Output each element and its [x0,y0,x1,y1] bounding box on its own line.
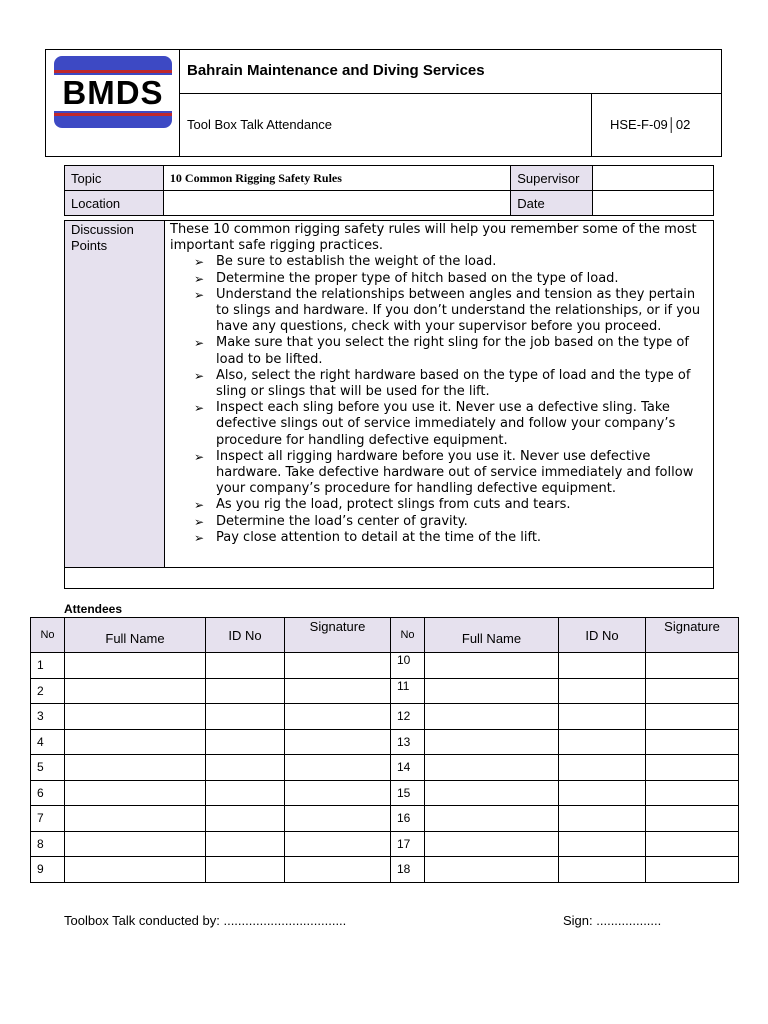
discussion-label: Discussion Points [71,222,134,253]
id-no-field[interactable] [559,729,646,755]
header-full-name: Full Name [65,618,206,653]
full-name-field[interactable] [425,653,559,679]
conducted-by-line[interactable]: Toolbox Talk conducted by: .................................. [64,913,347,928]
row-number: 10 [391,653,425,679]
arrow-bullet-icon: ➢ [194,287,205,302]
location-field[interactable] [163,191,510,216]
attendance-row [31,653,739,679]
full-name-field[interactable] [65,806,206,832]
attendance-table [30,617,739,883]
signature-field[interactable] [646,678,739,704]
row-number: 8 [31,831,65,857]
id-no-field[interactable] [206,729,285,755]
full-name-field[interactable] [425,755,559,781]
attendance-row [31,704,739,730]
row-number: 15 [391,780,425,806]
discussion-point-text: As you rig the load, protect slings from cuts and tears. [216,497,571,513]
arrow-bullet-icon: ➢ [194,514,205,529]
arrow-bullet-icon: ➢ [194,368,205,383]
row-number: 1 [31,653,65,679]
arrow-bullet-icon: ➢ [194,255,205,270]
arrow-bullet-icon: ➢ [194,271,205,286]
logo-stripe [54,113,172,116]
header-signature: Signature [285,618,391,653]
attendance-header-row [31,618,739,653]
discussion-point-text: Determine the proper type of hitch based on the type of load. [216,270,619,286]
topic-label: Topic [65,166,164,191]
id-no-field[interactable] [206,653,285,679]
arrow-bullet-icon: ➢ [194,498,205,513]
id-no-field[interactable] [559,831,646,857]
full-name-field[interactable] [425,678,559,704]
full-name-field[interactable] [425,729,559,755]
company-logo [54,56,172,128]
signature-field[interactable] [285,704,391,730]
row-number: 13 [391,729,425,755]
arrow-bullet-icon: ➢ [194,530,205,545]
form-title: Tool Box Talk Attendance [187,117,333,132]
signature-field[interactable] [646,729,739,755]
location-label: Location [65,191,164,216]
full-name-field[interactable] [65,704,206,730]
attendance-row [31,831,739,857]
form-code-cell [591,93,721,156]
header-id-no: ID No [206,618,285,653]
signature-field[interactable] [646,755,739,781]
topic-value[interactable]: 10 Common Rigging Safety Rules [163,166,510,191]
form-code: HSE-F-09│02 [610,117,691,132]
discussion-point [170,400,708,449]
discussion-point [170,254,708,270]
arrow-bullet-icon: ➢ [194,336,205,351]
discussion-point [170,368,708,400]
discussion-point-text: Inspect each sling before you use it. Never use a defective sling. Take defective slings out of service immediately and follow your company’s procedure for handling defective equipment. [216,400,676,448]
row-number: 5 [31,755,65,781]
id-no-field[interactable] [206,755,285,781]
row-number: 6 [31,780,65,806]
discussion-point-text: Also, select the right hardware based on the type of load and the type of sling or slings that will be used for the lift. [216,367,691,400]
discussion-point [170,530,708,546]
attendance-row [31,857,739,883]
signature-field[interactable] [646,704,739,730]
row-number: 9 [31,857,65,883]
signature-field[interactable] [285,729,391,755]
logo-cell [46,50,180,156]
full-name-field[interactable] [65,755,206,781]
discussion-point [170,287,708,336]
id-no-field[interactable] [559,653,646,679]
id-no-field[interactable] [206,857,285,883]
id-no-field[interactable] [559,678,646,704]
date-field[interactable] [593,191,714,216]
row-number: 14 [391,755,425,781]
header-signature: Signature [646,618,739,653]
signature-field[interactable] [646,857,739,883]
signature-field[interactable] [285,831,391,857]
id-no-field[interactable] [559,857,646,883]
id-no-field[interactable] [559,704,646,730]
attendance-row [31,780,739,806]
discussion-body [170,222,708,546]
header-id-no: ID No [559,618,646,653]
attendance-row [31,806,739,832]
date-label: Date [511,191,593,216]
discussion-point-text: Inspect all rigging hardware before you use it. Never use defective hardware. Take defective hardware out of service immediately and follow your company’s procedure for handling defective equipment. [216,448,694,497]
discussion-point-text: Determine the load’s center of gravity. [216,513,468,529]
id-no-field[interactable] [206,806,285,832]
id-no-field[interactable] [559,755,646,781]
discussion-label-cell [65,221,165,567]
full-name-field[interactable] [65,729,206,755]
sign-line[interactable]: Sign: .................. [563,913,662,928]
full-name-field[interactable] [65,857,206,883]
signature-field[interactable] [646,780,739,806]
full-name-field[interactable] [425,831,559,857]
attendees-label: Attendees [64,602,123,616]
id-no-field[interactable] [206,780,285,806]
discussion-intro: These 10 common rigging safety rules will help you remember some of the most important safe rigging practices. [170,222,697,254]
discussion-blank-row [64,568,714,589]
full-name-field[interactable] [425,780,559,806]
full-name-field[interactable] [65,831,206,857]
header-no: No [31,618,65,653]
company-name: Bahrain Maintenance and Diving Services [187,62,485,79]
full-name-field[interactable] [65,780,206,806]
header-no: No [391,618,425,653]
signature-field[interactable] [646,806,739,832]
full-name-field[interactable] [425,806,559,832]
signature-field[interactable] [646,653,739,679]
full-name-field[interactable] [425,857,559,883]
attendance-row [31,678,739,704]
supervisor-label: Supervisor [511,166,593,191]
row-number: 4 [31,729,65,755]
discussion-point-text: Make sure that you select the right sling for the job based on the type of load to be lifted. [216,335,689,367]
id-no-field[interactable] [206,831,285,857]
arrow-bullet-icon: ➢ [194,401,205,416]
row-number: 11 [391,678,425,704]
discussion-point [170,514,708,530]
logo-stripe [54,70,172,73]
discussion-section [64,220,714,568]
arrow-bullet-icon: ➢ [194,449,205,464]
supervisor-field[interactable] [593,166,714,191]
discussion-point-text: Pay close attention to detail at the time of the lift. [216,529,542,545]
row-number: 3 [31,704,65,730]
discussion-point [170,335,708,367]
signature-field[interactable] [285,653,391,679]
id-no-field[interactable] [206,704,285,730]
discussion-points-list [170,254,708,546]
row-number: 17 [391,831,425,857]
company-cell [179,50,721,94]
discussion-point-text: Be sure to establish the weight of the load. [216,254,497,270]
row-number: 12 [391,704,425,730]
signature-field[interactable] [285,857,391,883]
row-number: 18 [391,857,425,883]
attendance-row [31,755,739,781]
topic-table [64,165,714,216]
document-header [45,49,722,157]
row-number: 16 [391,806,425,832]
header-full-name: Full Name [425,618,559,653]
attendance-row [31,729,739,755]
discussion-point [170,497,708,513]
full-name-field[interactable] [65,653,206,679]
full-name-field[interactable] [65,678,206,704]
row-number: 2 [31,678,65,704]
discussion-point [170,449,708,498]
full-name-field[interactable] [425,704,559,730]
signature-field[interactable] [285,806,391,832]
signature-field[interactable] [285,678,391,704]
signature-field[interactable] [646,831,739,857]
row-number: 7 [31,806,65,832]
discussion-point [170,271,708,287]
discussion-point-text: Understand the relationships between angles and tension as they pertain to slings and hardware. If you don’t understand the relationships, or if you have any questions, check with your supervisor before you proceed. [216,286,701,335]
id-no-field[interactable] [206,678,285,704]
signature-field[interactable] [285,755,391,781]
id-no-field[interactable] [559,780,646,806]
logo-text: BMDS [54,75,172,111]
signature-field[interactable] [285,780,391,806]
id-no-field[interactable] [559,806,646,832]
